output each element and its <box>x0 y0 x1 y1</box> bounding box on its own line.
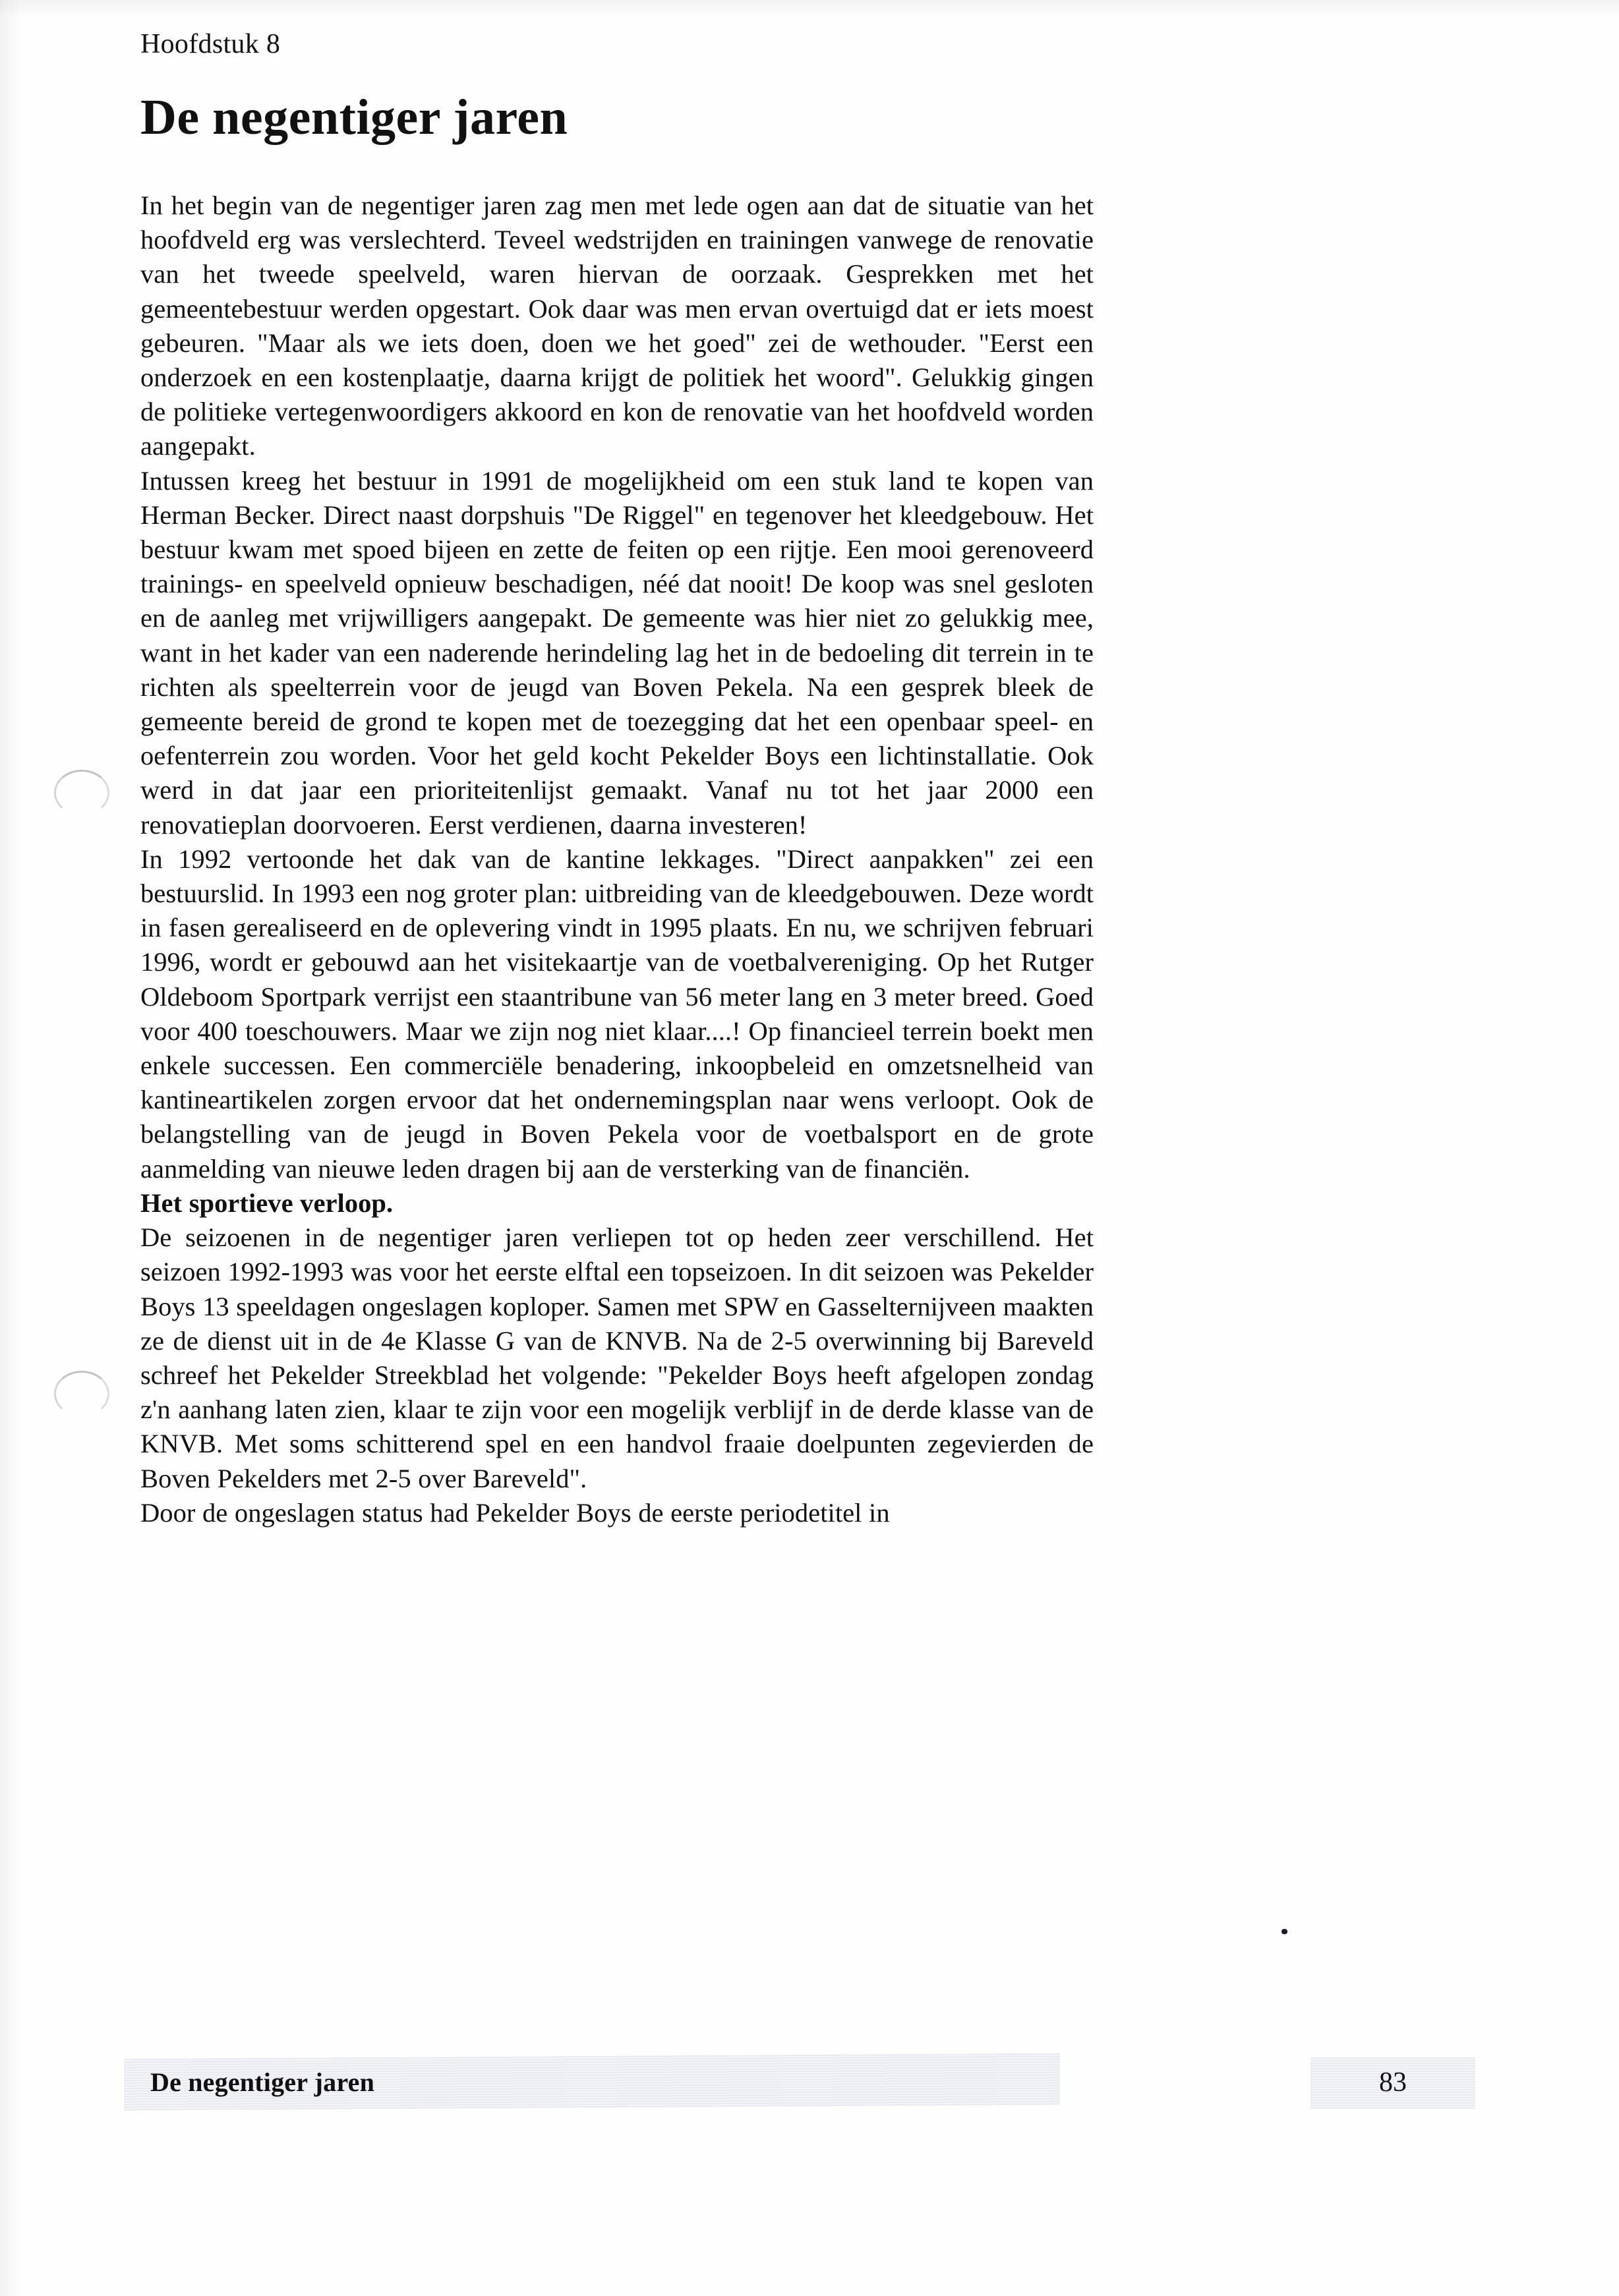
paragraph: De seizoenen in de negentiger jaren verliepen tot op heden zeer verschillend. Het seizoen 1992-1993 was voor het eerste elftal een topseizoen. In dit seizoen was Pekelder Boys 13 speeldagen ongeslagen koploper. Samen met SPW en Gasselternijveen maakten ze de dienst uit in de 4e Klasse G van de KNVB. Na de 2-5 overwinning bij Bareveld schreef het Pekelder Streekblad het volgende: "Pekelder Boys heeft afgelopen zondag z'n aanhang laten zien, klaar te zijn voor een mogelijk verblijf in de derde klasse van de KNVB. Met soms schitterend spel en een handvol fraaie doelpunten zegevierden de Boven Pekelders met 2-5 over Bareveld". <box>140 1222 1094 1493</box>
paragraph: Door de ongeslagen status had Pekelder Boys de eerste periodetitel in <box>140 1497 890 1528</box>
paragraph: In het begin van de negentiger jaren zag men met lede ogen aan dat de situatie van het hoofdveld erg was verslechterd. Teveel wedstrijden en trainingen vanwege de renovatie van het tweede speelveld, waren hiervan de oorzaak. Gesprekken met het gemeentebestuur werden opgestart. Ook daar was men ervan overtuigd dat er iets moest gebeuren. "Maar als we iets doen, doen we het goed" zei de wethouder. "Eerst een onderzoek en een kostenplaatje, daarna krijgt de politiek het woord". Gelukkig gingen de politieke vertegenwoordigers akkoord en kon de renovatie van het hoofdveld worden aangepakt. <box>140 190 1094 461</box>
page-footer <box>0 2056 1619 2135</box>
scan-artifact-arc <box>54 1371 109 1417</box>
footer-running-title: De negentiger jaren <box>150 2067 375 2097</box>
page-title: De negentiger jaren <box>140 90 568 145</box>
page-content <box>140 30 1094 1530</box>
chapter-label: Hoofdstuk 8 <box>140 29 281 59</box>
scan-artifact-speck <box>1281 1929 1287 1934</box>
paragraph: Intussen kreeg het bestuur in 1991 de mogelijkheid om een stuk land te kopen van Herman Becker. Direct naast dorpshuis "De Riggel" en tegenover het kleedgebouw. Het bestuur kwam met spoed bijeen en zette de feiten op een rijtje. Een mooi gerenoveerd trainings- en speelveld opnieuw beschadigen, néé dat nooit! De koop was snel gesloten en de aanleg met vrijwilligers aangepakt. De gemeente was hier niet zo gelukkig mee, want in het kader van een naderende herindeling lag het in de bedoeling dit terrein in te richten als speelterrein voor de jeugd van Boven Pekela. Na een gesprek bleek de gemeente bereid de grond te kopen met de toezegging dat het een openbaar speel- en oefenterrein zou worden. Voor het geld kocht Pekelder Boys een lichtinstallatie. Ook werd in dat jaar een prioriteitenlijst gemaakt. Vanaf nu tot het jaar 2000 een renovatieplan doorvoeren. Eerst verdienen, daarna investeren! <box>140 465 1094 840</box>
scan-edge-shadow-left <box>0 0 25 2296</box>
scan-artifact-arc <box>54 770 109 816</box>
scan-edge-shadow-top <box>0 0 1619 17</box>
section-subheading: Het sportieve verloop. <box>140 1188 394 1218</box>
page-number: 83 <box>1379 2067 1407 2098</box>
paragraph: In 1992 vertoonde het dak van de kantine lekkages. "Direct aanpakken" zei een bestuurslid. In 1993 een nog groter plan: uitbreiding van de kleedgebouwen. Deze wordt in fasen gerealiseerd en de oplevering vindt in 1995 plaats. En nu, we schrijven februari 1996, wordt er gebouwd aan het visitekaartje van de voetbalvereniging. Op het Rutger Oldeboom Sportpark verrijst een staantribune van 56 meter lang en 3 meter breed. Goed voor 400 toeschouwers. Maar we zijn nog niet klaar....! Op financieel terrein boekt men enkele successen. Een commerciële benadering, inkoopbeleid en omzetsnelheid van kantineartikelen zorgen ervoor dat het ondernemingsplan naar wens verloopt. Ook de belangstelling van de jeugd in Boven Pekela voor de voetbalsport en de grote aanmelding van nieuwe leden dragen bij aan de versterking van de financiën. <box>140 844 1094 1184</box>
body-text-block <box>140 188 1094 1530</box>
